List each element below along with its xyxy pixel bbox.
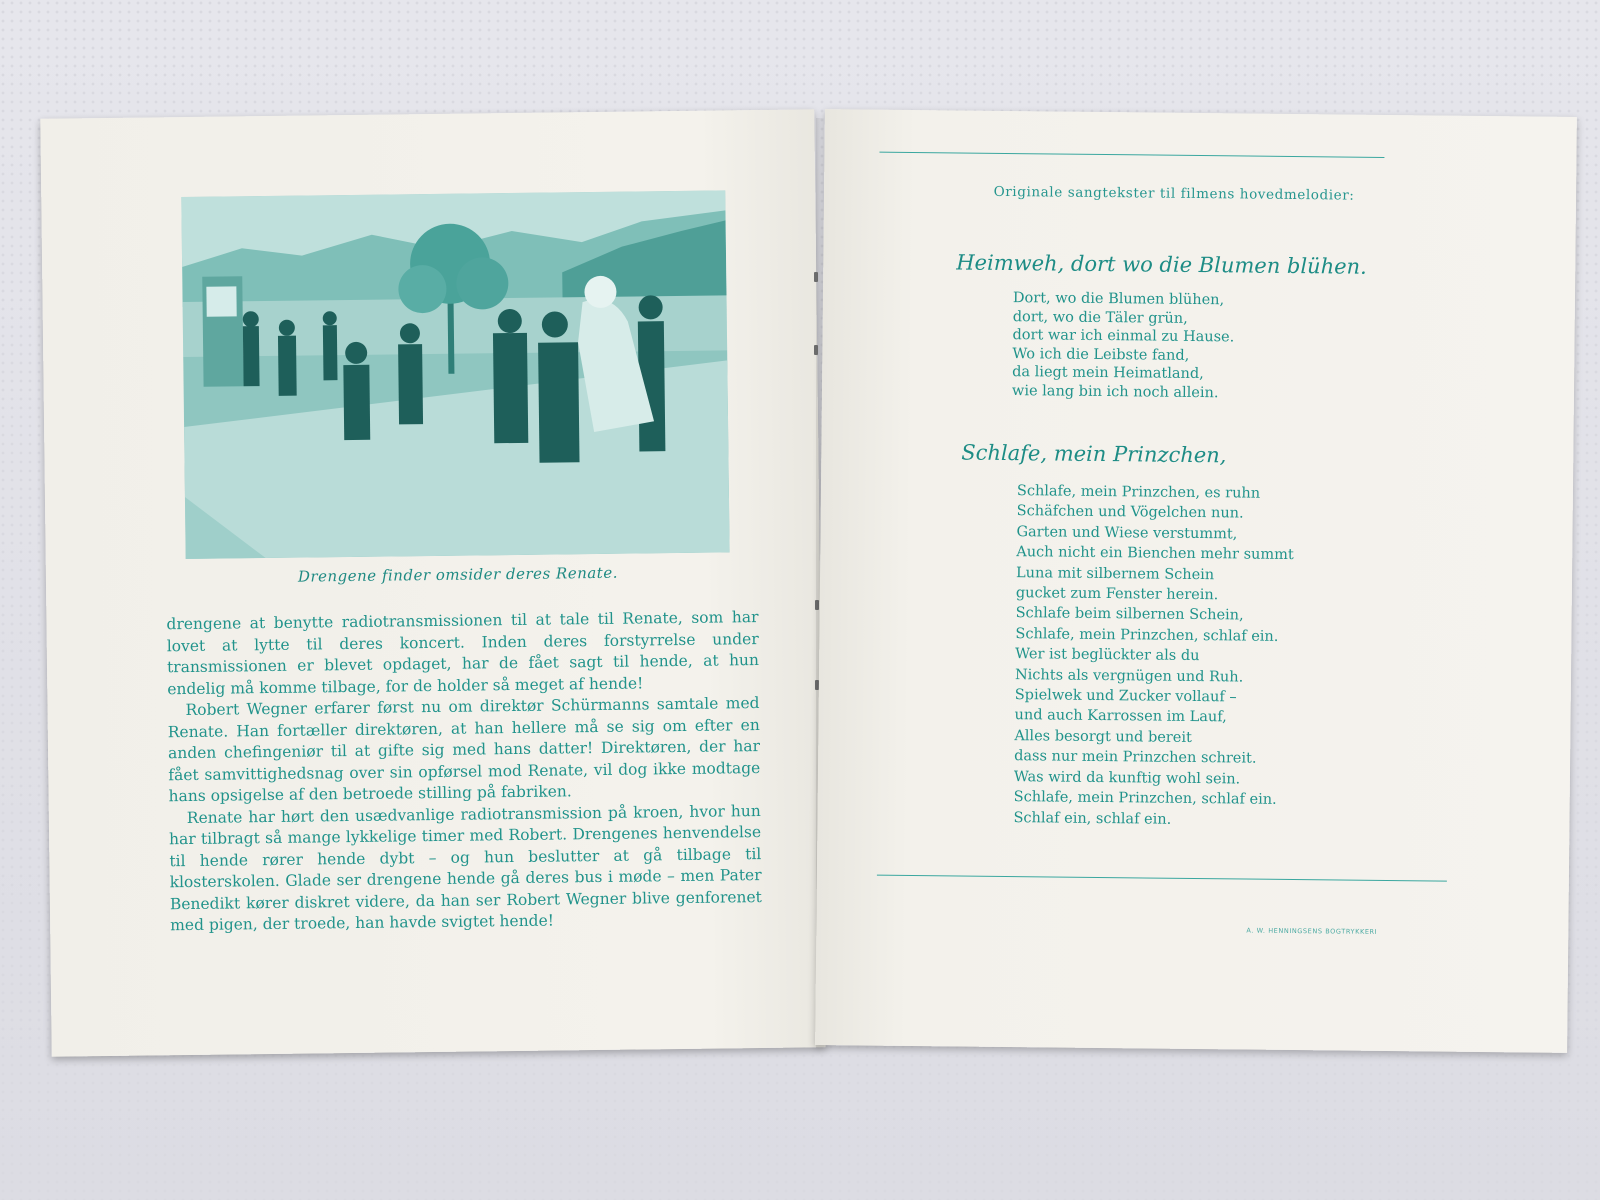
lyric-line: Was wird da kunftig wohl sein.	[1013, 768, 1241, 788]
lyric-line: Spielwek und Zucker vollauf –	[1014, 687, 1237, 706]
lyric-line: Schlafe, mein Prinzchen, schlaf ein.	[1015, 625, 1279, 645]
lyric-line: Nichts als vergnügen und Ruh.	[1014, 666, 1244, 686]
lyric-line: Dort, wo die Blumen blühen,	[1012, 290, 1225, 309]
staple	[814, 345, 818, 355]
lyric-line: Luna mit silbernem Schein	[1015, 564, 1215, 583]
photo-illustration	[181, 190, 729, 559]
lyric-line: dort war ich einmal zu Hause.	[1012, 327, 1235, 346]
lyrics-header: Originale sangtekster til filmens hovedmelodier:	[993, 183, 1355, 204]
lyric-line: Schlaf ein, schlaf ein.	[1013, 809, 1172, 828]
story-paragraph: Robert Wegner erfarer først nu om direktør Schürmanns samtale med Renate. Han fortæller direktøren, at han hellere må se sig om efter en anden chefingeniør til at gifte sig med hans datter! Direktøren, der har fået samvittighedsnag over sin opførsel mod Renate, vil dog ikke modtage hans opsigelse af den betroede stilling på fabriken.	[167, 694, 761, 806]
story-text	[166, 607, 762, 937]
right-page	[815, 109, 1577, 1053]
lyric-line: Schlafe, mein Prinzchen, schlaf ein.	[1013, 789, 1277, 808]
photo-caption: Drengene finder omsider deres Renate.	[297, 563, 619, 586]
staple	[814, 272, 818, 282]
bottom-rule	[877, 875, 1447, 882]
film-still-photo	[181, 190, 729, 559]
staple	[815, 600, 819, 610]
lyric-line: Garten und Wiese verstummt,	[1016, 523, 1238, 543]
lyric-line: da liegt mein Heimatland,	[1012, 364, 1204, 383]
lyric-line: Alles besorgt und bereit	[1014, 727, 1192, 746]
lyric-line: dass nur mein Prinzchen schreit.	[1014, 748, 1257, 767]
lyric-line: dort, wo die Täler grün,	[1012, 308, 1188, 327]
lyric-line: Wer ist beglückter als du	[1015, 646, 1200, 665]
song-title: Schlafe, mein Prinzchen,	[961, 440, 1227, 468]
lyric-line: Schäfchen und Vögelchen nun.	[1016, 503, 1244, 522]
song-verse	[1013, 481, 1294, 831]
lyric-line: wie lang bin ich noch allein.	[1011, 383, 1219, 402]
printer-imprint: A. W. HENNINGSENS BOGTRYKKERI	[1246, 926, 1378, 936]
lyric-line: Schlafe, mein Prinzchen, es ruhn	[1016, 483, 1261, 502]
lyric-line: gucket zum Fenster herein.	[1015, 585, 1219, 604]
top-rule	[879, 152, 1384, 158]
song-verse	[1012, 289, 1235, 403]
lyric-line: Auch nicht ein Bienchen mehr summt	[1016, 544, 1294, 564]
song-title: Heimweh, dort wo die Blumen blühen.	[956, 250, 1367, 279]
story-paragraph: Renate har hørt den usædvanlige radiotransmission på kroen, hvor hun har tilbragt så mange lykkelige timer med Robert. Drengenes henvendelse til hende rører hende dybt – og hun beslutter at gå tilbage til klosterskolen. Glade ser drengene hende gå deres bus i møde – men Pater Benedikt kører diskret videre, da han ser Robert Wegner blive genforenet med pigen, der troede, han havde svigtet hende!	[169, 801, 762, 935]
lyric-line: und auch Karrossen im Lauf,	[1014, 707, 1227, 726]
left-page	[40, 109, 825, 1056]
story-paragraph: drengene at benytte radiotransmissionen til at tale til Renate, som har lovet at lytte til deres koncert. Inden deres forstyrrelse under transmissionen er blevet opdaget, har de fået sagt til hende, at hun endelig må komme tilbage, for de holder så meget af hende!	[166, 608, 760, 698]
lyric-line: Wo ich die Leibste fand,	[1012, 345, 1190, 364]
lyric-line: Schlafe beim silbernen Schein,	[1015, 605, 1244, 624]
